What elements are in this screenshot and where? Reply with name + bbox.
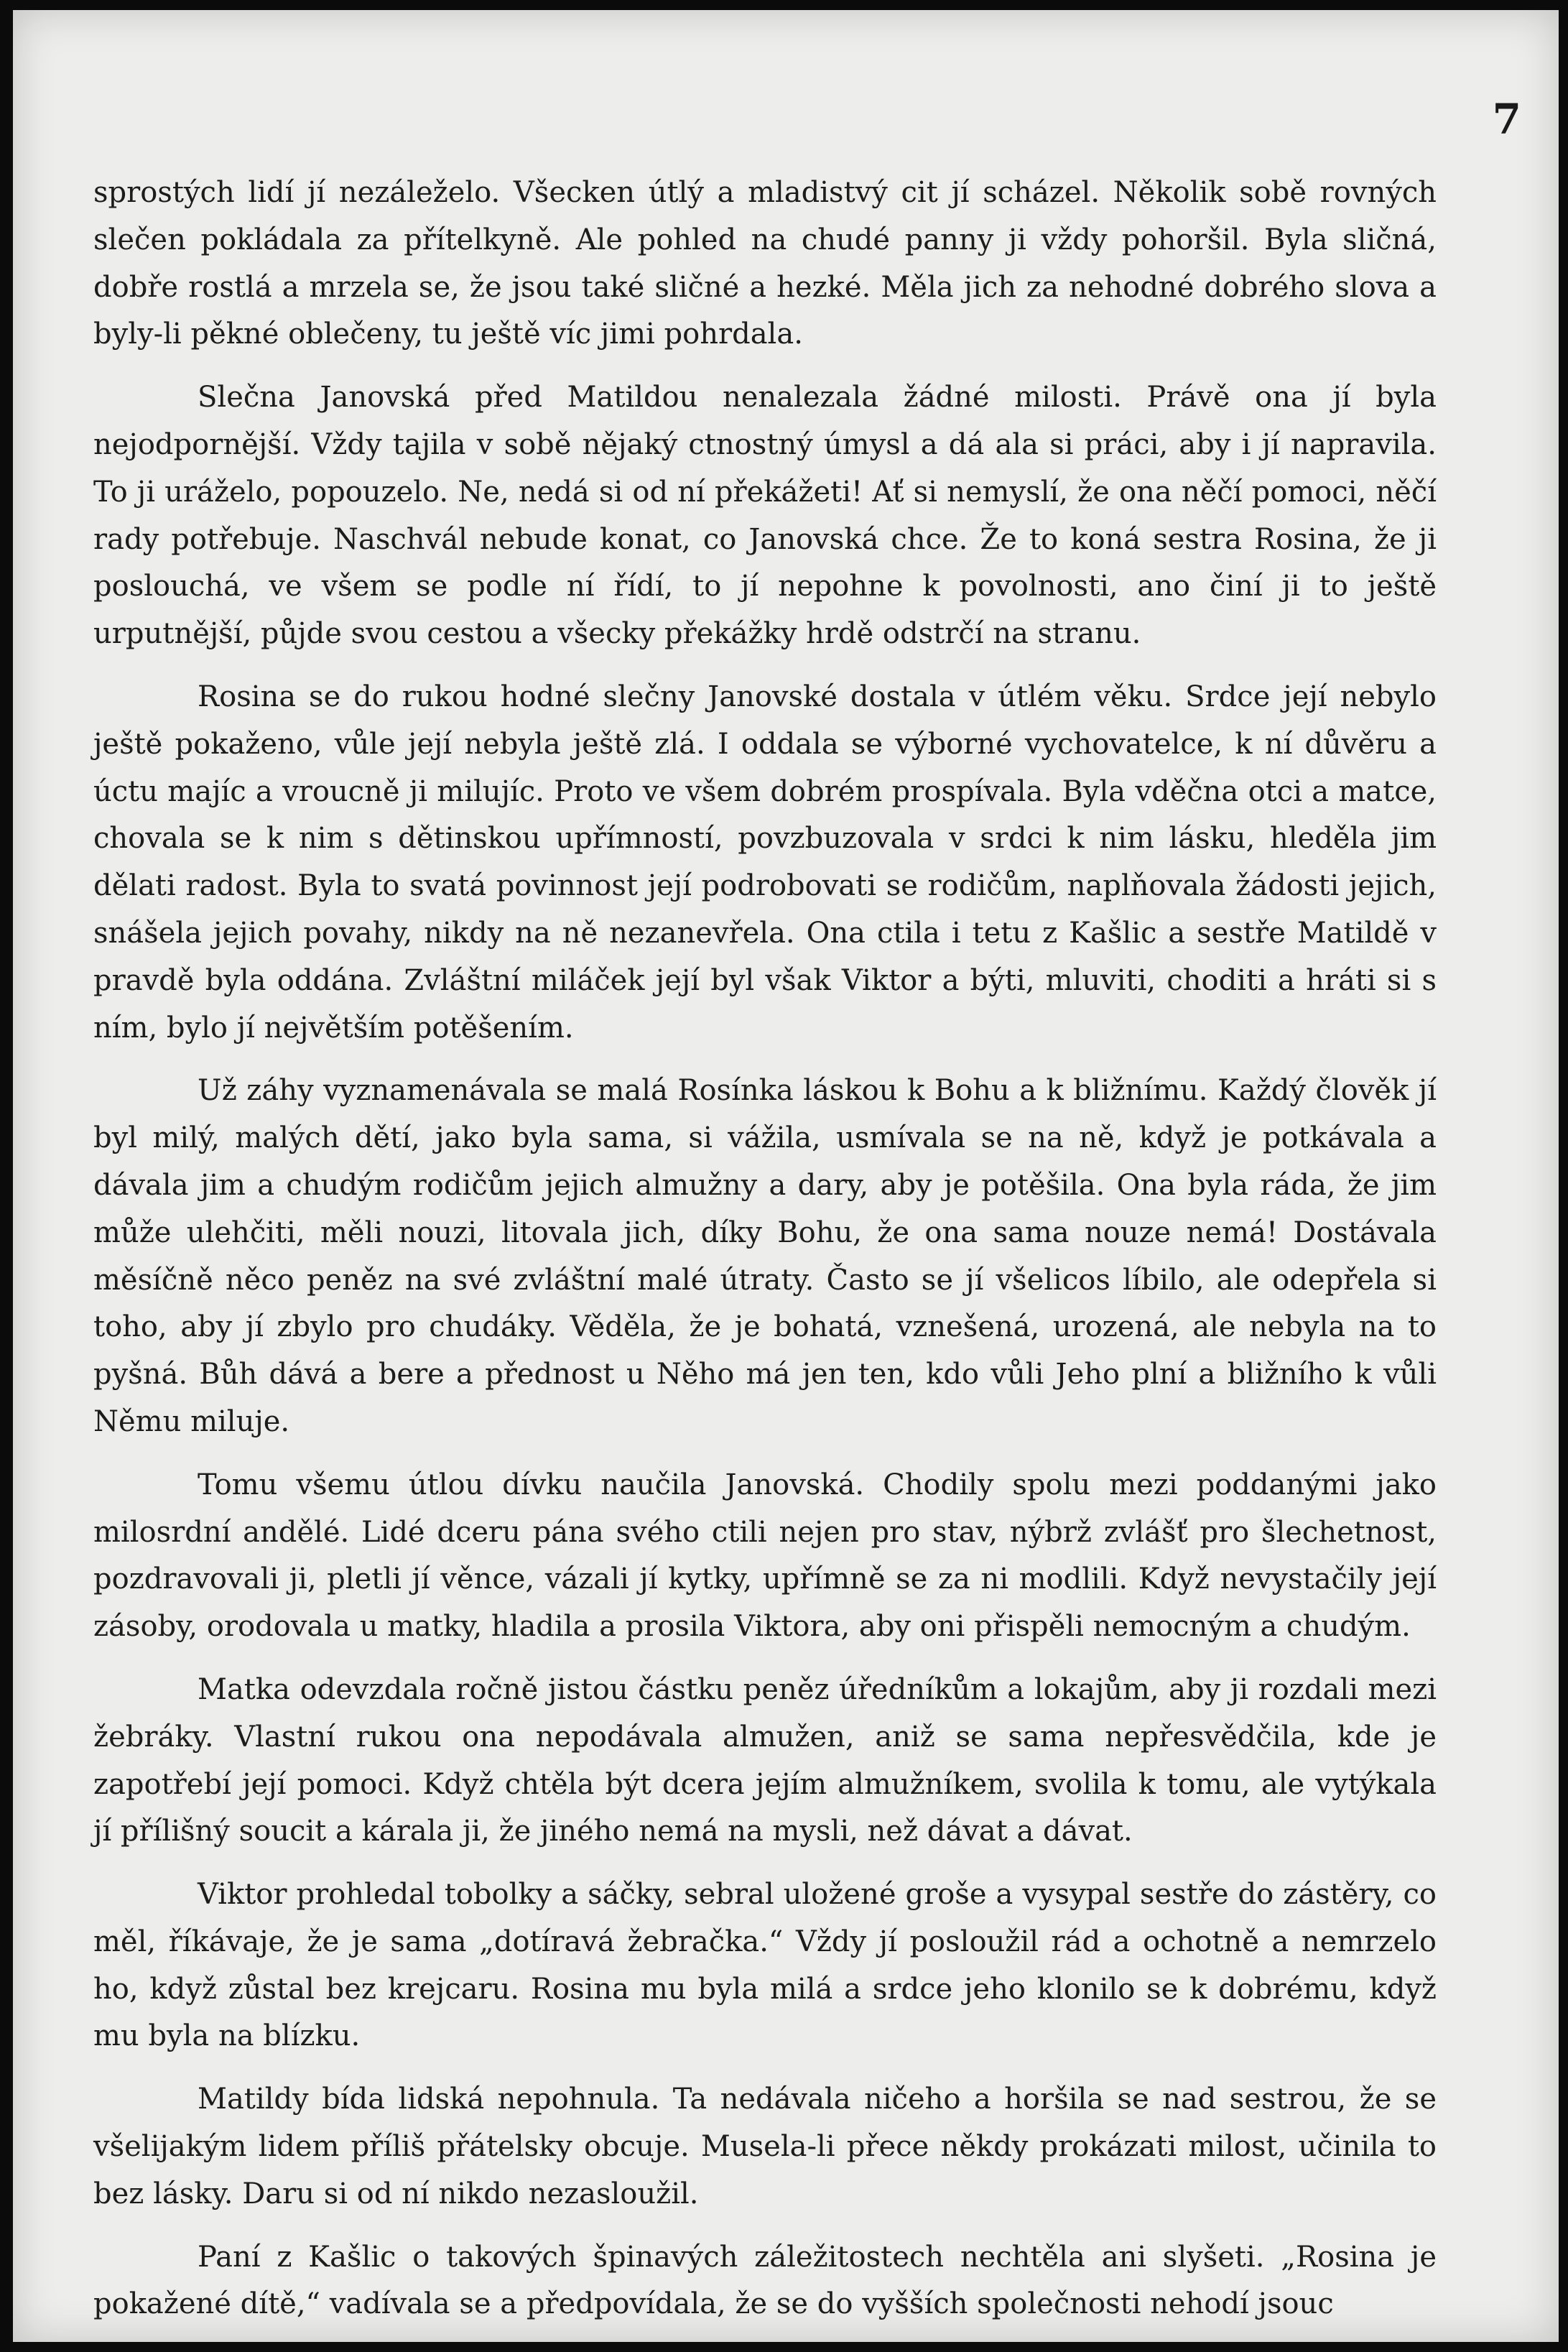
body-text [93,170,1437,2342]
paragraph-5: Tomu všemu útlou dívku naučila Janovská. Chodily spolu mezi poddanými jako milosrdní andělé. Lidé dceru pána svého ctili nejen pro stav, nýbrž zvlášť pro šlechetnost, pozdravovali ji, pletli jí věnce, vázali jí kytky, upřímně se za ni modlili. Když nevystačily její zásoby, orodovala u matky, hladila a prosila Viktora, aby oni přispěli nemocným a chudým. [93,1468,1437,1644]
book-page [13,10,1559,2342]
paragraph-8: Matildy bída lidská nepohnula. Ta nedávala ničeho a horšila se nad sestrou, že se všelijakým lidem příliš přátelsky obcuje. Musela-li přece někdy prokázati milost, učinila to bez lásky. Daru si od ní nikdo nezasloužil. [93,2083,1437,2210]
paragraph-1: sprostých lidí jí nezáleželo. Všecken útlý a mladistvý cit jí scházel. Několik sobě rovných slečen pokládala za přítelkyně. Ale pohled na chudé panny ji vždy pohoršil. Byla sličná, dobře rostlá a mrzela se, že jsou také sličné a hezké. Měla jich za nehodné dobrého slova a byly-li pěkné oblečeny, tu ještě víc jimi pohrdala. [93,176,1437,351]
paragraph-3: Rosina se do rukou hodné slečny Janovské dostala v útlém věku. Srdce její nebylo ještě pokaženo, vůle její nebyla ještě zlá. I oddala se výborné vychovatelce, k ní důvěru a úctu majíc a vroucně ji milujíc. Proto ve všem dobrém prospívala. Byla vděčna otci a matce, chovala se k nim s dětinskou upřímností, povzbuzovala v srdci k nim lásku, hleděla jim dělati radost. Byla to svatá povinnost její podrobovati se rodičům, naplňovala žádosti jejich, snášela jejich povahy, nikdy na ně nezanevřela. Ona ctila i tetu z Kašlic a sestře Matildě v pravdě byla oddána. Zvláštní miláček její byl však Viktor a býti, mluviti, choditi a hráti si s ním, bylo jí největším potěšením. [93,680,1437,1045]
paragraph-9: Paní z Kašlic o takových špinavých záležitostech nechtěla ani slyšeti. „Rosina je pokažené dítě,“ vadívala se a předpovídala, že se do vyšších společnosti nehodí jsouc [93,2240,1437,2321]
paragraph-7: Viktor prohledal tobolky a sáčky, sebral uložené groše a vysypal sestře do zástěry, co měl, říkávaje, že je sama „dotíravá žebračka.“ Vždy jí posloužil rád a ochotně a nemrzelo ho, když zůstal bez krejcaru. Rosina mu byla milá a srdce jeho klonilo se k dobrému, když mu byla na blízku. [93,1878,1437,2053]
paragraph-6: Matka odevzdala ročně jistou částku peněz úředníkům a lokajům, aby ji rozdali mezi žebráky. Vlastní rukou ona nepodávala almužen, aniž se sama nepřesvědčila, kde je zapotřebí její pomoci. Když chtěla být dcera jejím almužníkem, svolila k tomu, ale vytýkala jí přílišný soucit a kárala ji, že jiného nemá na mysli, než dávat a dávat. [93,1672,1437,1848]
paragraph-4: Už záhy vyznamenávala se malá Rosínka láskou k Bohu a k bližnímu. Každý člověk jí byl milý, malých dětí, jako byla sama, si vážila, usmívala se na ně, když je potkávala a dávala jim a chudým rodičům jejich almužny a dary, aby je potěšila. Ona byla ráda, že jim může ulehčiti, měli nouzi, litovala jich, díky Bohu, že ona sama nouze nemá! Dostávala měsíčně něco peněz na své zvláštní malé útraty. Často se jí všelicos líbilo, ale odepřela si toho, aby jí zbylo pro chudáky. Věděla, že je bohatá, vznešená, urozená, ale nebyla na to pyšná. Bůh dává a bere a přednost u Něho má jen ten, kdo vůli Jeho plní a bližního k vůli Němu miluje. [93,1074,1437,1438]
paragraph-2: Slečna Janovská před Matildou nenalezala žádné milosti. Právě ona jí byla nejodpornější. Vždy tajila v sobě nějaký ctnostný úmysl a dá ala si práci, aby i jí napravila. To ji uráželo, popouzelo. Ne, nedá si od ní překážeti! Ať si nemyslí, že ona něčí pomoci, něčí rady potřebuje. Naschvál nebude konat, co Janovská chce. Že to koná sestra Rosina, že ji poslouchá, ve všem se podle ní řídí, to jí nepohne k povolnosti, ano činí ji to ještě urputnější, půjde svou cestou a všecky překážky hrdě odstrčí na stranu. [93,381,1437,651]
page-number: 7 [1492,95,1521,144]
